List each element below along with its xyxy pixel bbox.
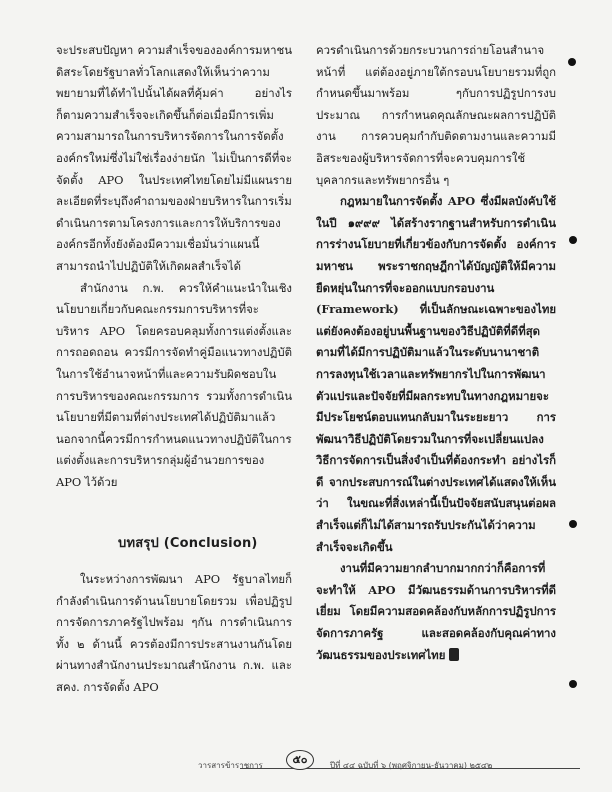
right-paragraph-2: กฎหมายในการจัดตั้ง APO ซึ่งมีผลบังคับใช้ในปี ๑๙๙๙ ได้สร้างรากฐานสำหรับการดำเนินการร่างนโยบายที่เกี่ยวข้องกับการจัดตั้ง องค์การมหาชน พระราชกฤษฎีกาได้บัญญัติให้มีความยืดหยุ่นในการที่จะออกแบบกรอบงาน (Framework) ที่เป็นลักษณะเฉพาะของไทย แต่ยังคงต้องอยู่บนพื้นฐานของวิธีปฏิบัติที่ดีที่สุดตามที่ได้มีการปฏิบัติมาแล้วในระดับนานาชาติ การลงทุนใช้เวลาและทรัพยากรไปในการพัฒนาตัวแปรและปัจจัยที่มีผลกระทบในทางกฎหมายจะมีประโยชน์ตอบแทนกลับมาในระยะยาว การพัฒนาวิธีปฏิบัติโดยรวมในการที่จะเปลี่ยนแปลงวิธีการจัดการเป็นสิ่งจำเป็นที่ต้องกระทำ อย่างไรก็ดี จากประสบการณ์ในต่างประเทศได้แสดงให้เห็นว่า ในขณะที่สิ่งเหล่านี้เป็นปัจจัยสนับสนุนต่อผลสำเร็จแต่ก็ไม่ได้สามารถรับประกันได้ว่าความสำเร็จจะเกิดขึ้น (316, 194, 556, 554)
right-paragraph-1: ควรดำเนินการด้วยกระบวนการถ่ายโอนสำนาจหน้าที่ แต่ต้องอยู่ภายใต้กรอบนโยบายรวมที่ถูกกำหนดขึ้นมาพร้อม ๆกับการปฏิรูปการงบประมาณ การกำหนดคุณลักษณะผลการปฏิบัติงาน การควบคุมกำกับติดตามงานและความมีอิสระของผู้บริหารจัดการที่จะควบคุมการใช้บุคลากรและทรัพยากรอื่น ๆ (316, 43, 556, 187)
footer-journal-name: วารสารข้าราชการ (198, 761, 263, 770)
left-column (56, 40, 292, 699)
heading-thai: บทสรุป (118, 536, 159, 552)
ink-blot-icon (569, 520, 577, 528)
footer-issue-info: ปีที่ ๔๔ ฉบับที่ ๖ (พฤศจิกายน-ธันวาคม) ๒๕๔๒ (330, 761, 493, 770)
ink-blot-icon (569, 680, 577, 688)
left-paragraph-1: จะประสบปัญหา ความสำเร็จขององค์การมหาชนดิสระโดยรัฐบาลทั่วโลกแสดงให้เห็นว่าความพยายามที่ได้ทำไปนั้นได้ผลที่คุ้มค่า อย่างไรก็ตามความสำเร็จจะเกิดขึ้นก็ต่อเมื่อมีการเพิ่มความสามารถในการบริหารจัดการในการจัดตั้งองค์กรใหม่ซึ่งไม่ใช่เรื่องง่ายนัก ไม่เป็นการดีที่จะจัดตั้ง APO ในประเทศไทยโดยไม่มีแผนรายละเอียดที่ระบุถึงคำถามของฝ่ายบริหารในการเริ่มดำเนินการตามโครงการและการให้บริการขององค์กรอีกทั้งยังต้องมีความเชื่อมั่นว่าแผนนี้สามารถนำไปปฏิบัติให้เกิดผลสำเร็จได้ (56, 43, 292, 273)
section-heading (118, 533, 292, 555)
right-column (316, 40, 556, 666)
ink-blot-icon (568, 58, 576, 66)
page-number: ๕๐ (286, 750, 314, 770)
heading-english: (Conclusion) (163, 536, 258, 552)
left-paragraph-2: สำนักงาน ก.พ. ควรให้คำแนะนำในเชิงนโยบายเกี่ยวกับคณะกรรมการบริหารที่จะบริหาร APO โดยครอบคลุมทั้งการแต่งตั้งและการถอดถอน ควรมีการจัดทำคู่มือแนวทางปฏิบัติในการใช้อำนาจหน้าที่และความรับผิดชอบในการบริหารของคณะกรรมการ รวมทั้งการดำเนินนโยบายที่มีตามที่ต่างประเทศได้ปฏิบัติมาแล้ว นอกจากนี้ควรมีการกำหนดแนวทางปฏิบัติในการแต่งตั้งและการบริหารกลุ่มผู้อำนวยการของ APO ไว้ด้วย (56, 280, 292, 489)
left-paragraph-3: ในระหว่างการพัฒนา APO รัฐบาลไทยก็กำลังดำเนินการด้านนโยบายโดยรวม เพื่อปฏิรูปการจัดการภาครัฐไปพร้อม ๆกัน การดำเนินการทั้ง ๒ ด้านนี้ ควรต้องมีการประสานงานกันโดยผ่านทางสำนักงานประมาณสำนักงาน ก.พ. และสคง. การจัดตั้ง APO (56, 572, 292, 695)
right-paragraph-3-text: งานที่มีความยากลำบากมากกว่าก็คือการที่จะทำให้ APO มีวัฒนธรรมด้านการบริหารที่ดีเยี่ยม โดยมีความสอดคล้องกับหลักการปฏิรูปการจัดการภาครัฐ และสอดคล้องกับคุณค่าทางวัฒนธรรมของประเทศไทย (316, 561, 556, 662)
right-paragraph-3 (316, 558, 556, 666)
ink-blot-icon (569, 236, 577, 244)
end-of-article-icon (449, 648, 459, 661)
